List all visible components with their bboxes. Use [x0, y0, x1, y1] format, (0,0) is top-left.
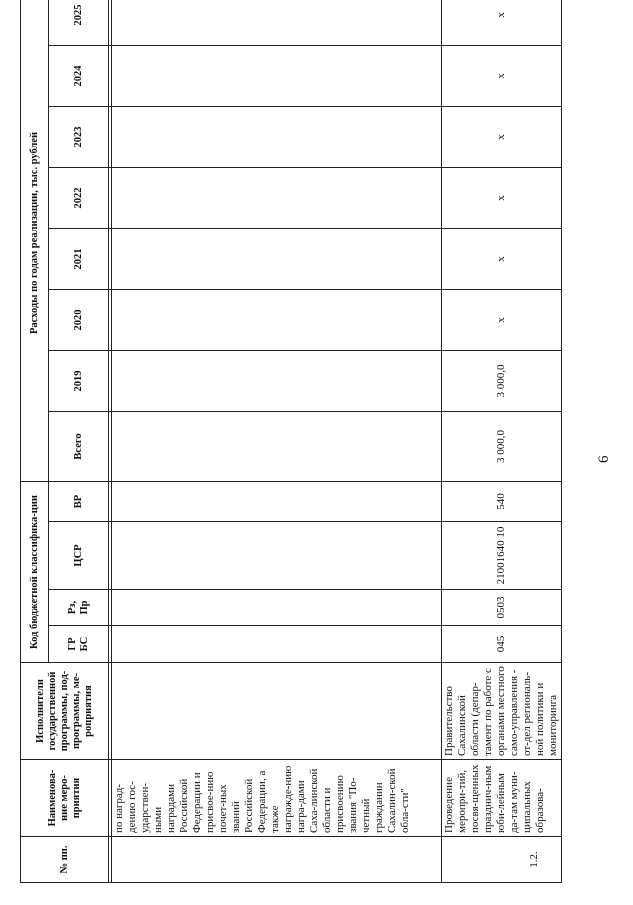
header-executor: Исполнители государственной программы, под-программы, ме-роприятия — [21, 663, 109, 760]
row-vr: 540 — [442, 481, 562, 521]
row-name-text: Проведение меропри-тий, посвя-щенных празднич-ным юби-лейным да-там муни-ципальных образова- — [443, 764, 546, 833]
header-name: Наименова-ние меро-приятия — [21, 760, 109, 837]
row-2023 — [112, 106, 442, 167]
header-year-2025: 2025 — [49, 0, 109, 45]
row-total: 3 000,0 — [442, 411, 562, 481]
row-name-text: по наград-дению гос-ударствен-ными наградами Российской Федерации и присвое-нию почет-ных званий Российской Федерации, а также награжде-нию награ-дами Саха-линской области и присвоению звания "По-четный гражданин Сахалин-ской обла-сти" — [113, 765, 411, 833]
row-2025: х — [442, 0, 562, 45]
header-year-2019: 2019 — [49, 350, 109, 411]
row-2020 — [112, 289, 442, 350]
row-num: 1.2. — [442, 837, 562, 883]
header-kbk-group: Код бюджетной классифика-ции — [21, 481, 49, 662]
row-grbs: 045 — [442, 626, 562, 663]
row-rzpr: 0503 — [442, 590, 562, 626]
row-2022: х — [442, 167, 562, 228]
row-grbs — [112, 626, 442, 663]
row-2023: х — [442, 106, 562, 167]
row-name — [112, 760, 442, 837]
row-num — [112, 837, 442, 883]
table-row — [112, 0, 442, 883]
header-year-2023: 2023 — [49, 106, 109, 167]
row-csr — [112, 522, 442, 590]
header-csr: ЦСР — [49, 522, 109, 590]
header-year-2024: 2024 — [49, 45, 109, 106]
header-vr: ВР — [49, 481, 109, 521]
header-rzpr: Рз, Пр — [49, 590, 109, 626]
row-2021: х — [442, 228, 562, 289]
row-2024 — [112, 45, 442, 106]
header-year-2022: 2022 — [49, 167, 109, 228]
table-row — [442, 0, 562, 883]
row-2021 — [112, 228, 442, 289]
header-year-2021: 2021 — [49, 228, 109, 289]
row-rzpr — [112, 590, 442, 626]
expenses-table — [20, 0, 562, 883]
row-2024: х — [442, 45, 562, 106]
row-2019: 3 000,0 — [442, 350, 562, 411]
row-name — [442, 760, 562, 837]
header-year-2020: 2020 — [49, 289, 109, 350]
row-csr: 21001640 10 — [442, 522, 562, 590]
row-executor: Правительство Сахалинской области (депар-тамент по работе с органами местного само-управления - от-дел региональ-ной политики и мониторинга — [442, 663, 562, 760]
row-2020: х — [442, 289, 562, 350]
row-executor — [112, 663, 442, 760]
row-2025 — [112, 0, 442, 45]
header-total: Всего — [49, 411, 109, 481]
page-number: 6 — [596, 455, 612, 463]
row-total — [112, 411, 442, 481]
header-num: № пп. — [21, 837, 109, 883]
row-2019 — [112, 350, 442, 411]
row-vr — [112, 481, 442, 521]
row-2022 — [112, 167, 442, 228]
header-grbs: ГР БС — [49, 626, 109, 663]
header-expenses-group: Расходы по годам реализации, тыс. рублей — [21, 0, 49, 481]
